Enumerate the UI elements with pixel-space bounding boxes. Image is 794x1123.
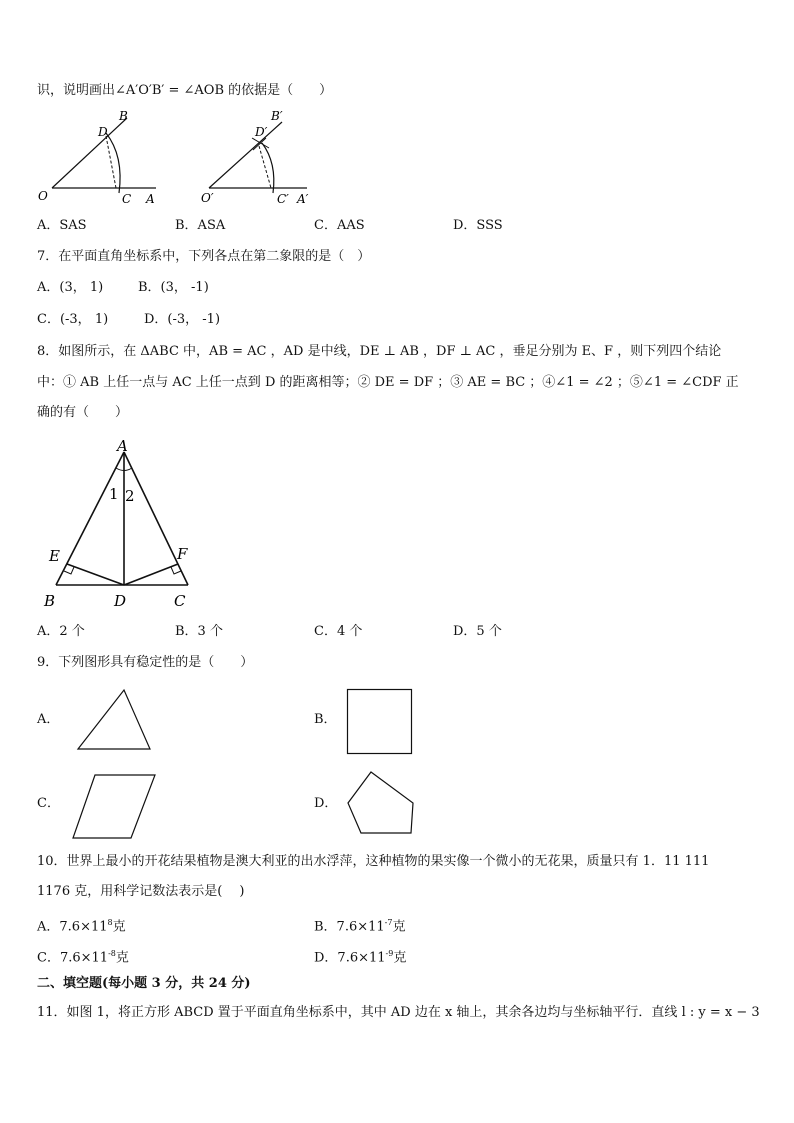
square-icon — [346, 688, 414, 756]
q6-left-label-a: A — [146, 192, 155, 206]
q6-left-label-c: C — [122, 192, 132, 206]
q7-option-a: A．(3， 1) — [37, 280, 104, 295]
q9-option-c-letter: C． — [37, 796, 60, 811]
q10-option-a: A．$7.6\times 11^8$克 — [37, 918, 126, 935]
q9-option-a-letter: A． — [37, 712, 60, 727]
q6-figure-right — [195, 108, 325, 208]
q8-stem-line3: 确的有（ ） — [37, 405, 129, 420]
q10-option-b: B．$7.6\times 11^{-7}$克 — [314, 918, 406, 935]
parallelogram-icon — [71, 773, 159, 841]
q8-label-d: D — [114, 592, 127, 610]
q8-label-2: 2 — [125, 487, 135, 505]
q11-stem: 11．如图 1，将正方形 ABCD 置于平面直角坐标系中，其中 AD 边在 x 轴上，其余各边均与坐标轴平行．直线 l : y = x − 3 — [37, 1005, 760, 1020]
q8-label-1: 1 — [109, 485, 119, 503]
q6-right-label-a: A′ — [297, 192, 309, 206]
q8-label-c: C — [174, 592, 186, 610]
q10-option-c: C．$7.6\times 11^{-8}$克 — [37, 949, 129, 966]
triangle-icon — [75, 688, 155, 753]
section-title: 二、填空题(每小题 3 分，共 24 分) — [37, 976, 251, 991]
q9-option-b-letter: B． — [314, 712, 337, 727]
q9-option-d-letter: D． — [314, 796, 338, 811]
q6-option-b: B．ASA — [175, 218, 226, 233]
q8-option-d: D．5 个 — [453, 624, 502, 639]
q6-left-label-d: D — [98, 125, 108, 139]
q6-stem: 识，说明画出∠A′O′B′ = ∠AOB 的依据是（ ） — [37, 83, 333, 98]
q6-right-label-b: B′ — [271, 109, 283, 123]
q7-option-c: C．(-3， 1) — [37, 312, 109, 327]
q7-option-b: B．(3， -1) — [138, 280, 209, 295]
q6-option-c: C．AAS — [314, 218, 365, 233]
q8-stem-line1: 8．如图所示，在 ΔABC 中，AB = AC ，AD 是中线，DE ⊥ AB ，DF ⊥ AC ，垂足分别为 E、F ，则下列四个结论 — [37, 344, 722, 359]
q8-label-b: B — [44, 592, 56, 610]
q8-label-f: F — [177, 545, 188, 563]
q6-left-label-o: O — [38, 189, 48, 203]
q10-option-d: D．$7.6\times 11^{-9}$克 — [314, 949, 407, 966]
q8-stem-line2: 中：① AB 上任一点与 AC 上任一点到 D 的距离相等；② DE = DF ；③ AE = BC ；④∠1 = ∠2 ；⑤∠1 = ∠CDF 正 — [37, 375, 739, 390]
q6-option-d: D．SSS — [453, 218, 503, 233]
q8-triangle-figure — [40, 435, 210, 615]
q7-option-d: D．(-3， -1) — [144, 312, 221, 327]
q6-option-a: A．SAS — [37, 218, 87, 233]
q6-right-label-d: D′ — [255, 125, 268, 139]
q10-stem-line2: 1176 克，用科学记数法表示是( ) — [37, 884, 245, 899]
q8-option-b: B．3 个 — [175, 624, 223, 639]
q8-label-a: A — [117, 437, 128, 455]
q9-stem: 9．下列图形具有稳定性的是（ ） — [37, 655, 254, 670]
q6-left-label-b: B — [119, 109, 128, 123]
q8-label-e: E — [49, 547, 60, 565]
q10-stem-line1: 10．世界上最小的开花结果植物是澳大利亚的出水浮萍，这种植物的果实像一个微小的无花果，质量只有 1．11 111 — [37, 854, 710, 869]
q6-right-label-c: C′ — [277, 192, 289, 206]
pentagon-icon — [345, 769, 417, 837]
q6-right-label-o: O′ — [201, 191, 214, 205]
q7-stem: 7．在平面直角坐标系中，下列各点在第二象限的是（ ） — [37, 249, 371, 264]
q8-option-c: C．4 个 — [314, 624, 363, 639]
q8-option-a: A．2 个 — [37, 624, 85, 639]
q6-figure-left — [30, 108, 170, 208]
